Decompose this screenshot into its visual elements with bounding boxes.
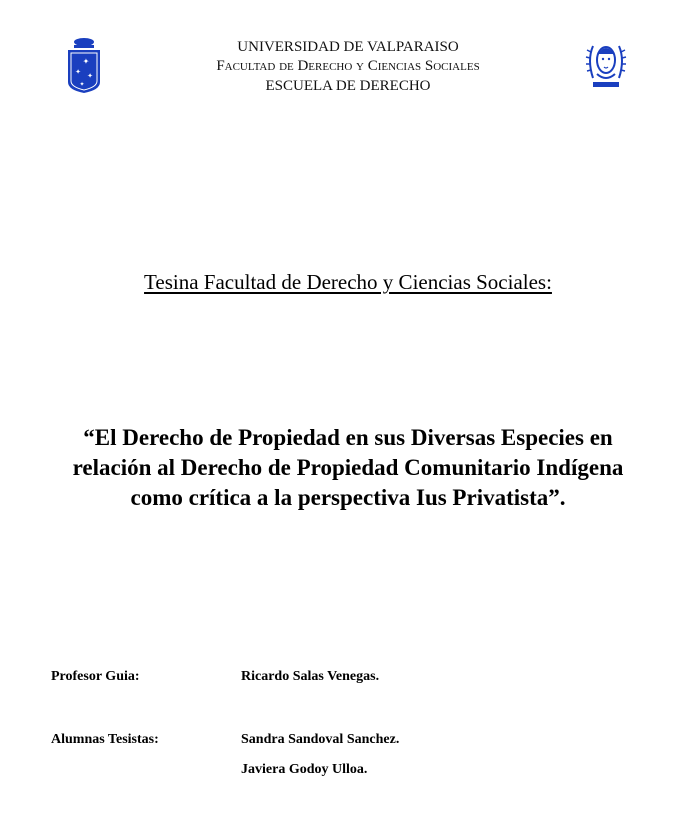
students-label: Alumnas Tesistas: (51, 732, 159, 747)
faculty-emblem-logo (585, 38, 627, 92)
student-name: Sandra Sandoval Sanchez. (241, 732, 400, 747)
student-name: Javiera Godoy Ulloa. (241, 762, 368, 777)
svg-text:✦: ✦ (82, 57, 90, 66)
thesis-title-line-1: “El Derecho de Propiedad en sus Diversas Especies en (83, 425, 613, 450)
faculty-name: Facultad de Derecho y Ciencias Sociales (216, 58, 480, 74)
svg-text:✦: ✦ (75, 68, 81, 76)
thesis-title (40, 423, 656, 513)
svg-text:✦: ✦ (79, 82, 85, 88)
professor-name: Ricardo Salas Venegas. (241, 669, 380, 684)
svg-text:✦: ✦ (87, 72, 93, 80)
school-name: ESCUELA DE DERECHO (265, 78, 431, 94)
thesis-title-line-3: como crítica a la perspectiva Ius Privatista”. (130, 485, 566, 510)
thesis-title-line-2: relación al Derecho de Propiedad Comunitario Indígena (72, 455, 624, 480)
document-subtitle: Tesina Facultad de Derecho y Ciencias Sociales: (144, 270, 552, 294)
university-name: UNIVERSIDAD DE VALPARAISO (237, 39, 459, 55)
professor-label: Profesor Guia: (51, 669, 140, 684)
